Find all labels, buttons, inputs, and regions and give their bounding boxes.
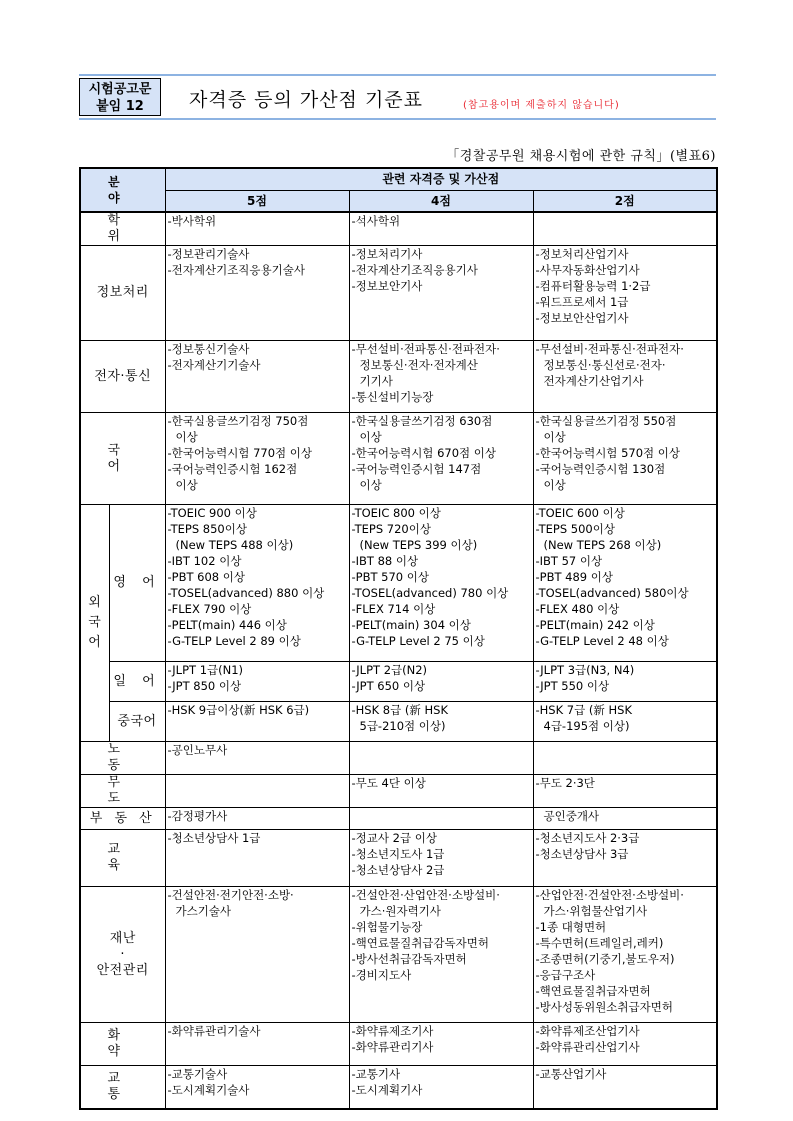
cell-line: (New TEPS 399 이상): [359, 538, 478, 552]
cell-p4: [349, 341, 533, 413]
cell-line: -특수면허(트레일러,레커): [535, 936, 664, 950]
cell-p5: [165, 830, 349, 887]
cell-line: 이상: [175, 430, 198, 444]
cell-line: -도시계획기술사: [167, 1083, 250, 1097]
cell-p5: [165, 1023, 349, 1066]
cell-p2: [533, 887, 717, 1023]
cell-line: -TOEIC 600 이상: [535, 506, 625, 520]
cell-line: -G-TELP Level 2 75 이상: [351, 634, 485, 648]
cell-line: -FLEX 790 이상: [167, 602, 252, 616]
cell-p5: [165, 341, 349, 413]
cell-line: -정보통신기술사: [167, 342, 250, 356]
cell-line: -청소년상담사 3급: [535, 847, 629, 861]
header-2pt: 2점: [533, 190, 717, 212]
cell-line: -TOSEL(advanced) 580이상: [535, 586, 689, 600]
table-row: [80, 742, 717, 775]
table-row: [80, 246, 717, 341]
cell-line: -1종 대형면허: [535, 920, 607, 934]
cell-p2: [533, 212, 717, 246]
header-group: 관련 자격증 및 가산점: [165, 168, 717, 190]
cell-line: -TOEIC 800 이상: [351, 506, 441, 520]
table-row: [80, 702, 717, 742]
cell-line: -PBT 489 이상: [535, 570, 613, 584]
table-row: [80, 662, 717, 702]
row-category: 중국어: [109, 702, 165, 742]
cell-line: -G-TELP Level 2 89 이상: [167, 634, 301, 648]
header-4pt: 4점: [349, 190, 533, 212]
cell-line: -화약류관리산업기사: [535, 1040, 640, 1054]
cell-line: 이상: [543, 478, 566, 492]
cell-p2: [533, 830, 717, 887]
cell-line: 정보통신·통신선로·전자·: [543, 358, 666, 372]
cell-p4: [349, 662, 533, 702]
cell-p2: [533, 505, 717, 662]
cell-p5: [165, 505, 349, 662]
cell-line: -정보보안기사: [351, 279, 423, 293]
cell-line: -핵연료물질취급자면허: [535, 984, 651, 998]
cell-p2: [533, 808, 717, 830]
foreign-language-category: 외국어: [80, 505, 109, 742]
cell-line: -국어능력인증시험 147점: [351, 462, 482, 476]
cell-line: -한국어능력시험 570점 이상: [535, 446, 680, 460]
cell-line: -JPT 550 이상: [535, 679, 610, 693]
row-category: 무 도: [80, 775, 165, 808]
cell-line: -PELT(main) 446 이상: [167, 618, 287, 632]
cell-line: -방사선취급감독자면허: [351, 952, 467, 966]
cell-p4: [349, 742, 533, 775]
cell-p5: [165, 246, 349, 341]
cell-line: 이상: [359, 478, 382, 492]
cell-line: -청소년지도사 2·3급: [535, 831, 640, 845]
table-row: [80, 505, 717, 662]
cell-p2: [533, 662, 717, 702]
cell-p4: [349, 702, 533, 742]
cell-line: -IBT 102 이상: [167, 554, 242, 568]
cell-line: -무선설비·전파통신·전파전자·: [535, 342, 684, 356]
cell-line: -G-TELP Level 2 48 이상: [535, 634, 669, 648]
document-note: (참고용이며 제출하지 않습니다): [463, 100, 620, 111]
header-5pt: 5점: [165, 190, 349, 212]
cell-line: -석사학위: [351, 214, 401, 228]
cell-line: -핵연료물질취급감독자면허: [351, 936, 489, 950]
cell-line: 공인중개사: [543, 809, 600, 823]
cell-line: -응급구조사: [535, 968, 596, 982]
table-row: [80, 1023, 717, 1066]
cell-line: -화약류제조기사: [351, 1024, 434, 1038]
cell-line: -정보처리산업기사: [535, 247, 629, 261]
cell-p4: [349, 775, 533, 808]
cell-line: (New TEPS 268 이상): [543, 538, 662, 552]
regulation-reference: 「경찰공무원 채용시험에 관한 규칙」(별표6): [446, 149, 716, 164]
cell-line: -산업안전·건설안전·소방설비·: [535, 888, 684, 902]
row-category: 부 동 산: [80, 808, 165, 830]
cell-line: -IBT 57 이상: [535, 554, 603, 568]
cell-p2: [533, 1023, 717, 1066]
cell-line: 전자계산기산업기사: [543, 374, 644, 388]
cell-p4: [349, 505, 533, 662]
table-row: [80, 775, 717, 808]
cell-p2: [533, 702, 717, 742]
row-category: 학 위: [80, 212, 165, 246]
cell-line: (New TEPS 488 이상): [175, 538, 294, 552]
document-title: 자격증 등의 가산점 기준표: [189, 89, 424, 111]
row-category: 일 어: [109, 662, 165, 702]
cell-line: -한국어능력시험 670점 이상: [351, 446, 496, 460]
cell-line: 가스·원자력기사: [359, 904, 441, 918]
cell-p5: [165, 808, 349, 830]
cell-line: -통신설비기능장: [351, 390, 434, 404]
cell-line: -한국어능력시험 770점 이상: [167, 446, 312, 460]
cell-p4: [349, 830, 533, 887]
cell-line: -사무자동화산업기사: [535, 263, 640, 277]
cell-line: -감정평가사: [167, 809, 228, 823]
cell-p5: [165, 887, 349, 1023]
cell-p4: [349, 246, 533, 341]
table-row: [80, 413, 717, 505]
cell-line: -박사학위: [167, 214, 217, 228]
row-category: 국 어: [80, 413, 165, 505]
cell-line: 가스·위험물산업기사: [543, 904, 648, 918]
cell-line: -교통산업기사: [535, 1067, 607, 1081]
cell-line: -TOSEL(advanced) 780 이상: [351, 586, 509, 600]
table-row: [80, 808, 717, 830]
cell-line: -청소년지도사 1급: [351, 847, 445, 861]
cell-line: 5급-210점 이상): [359, 719, 446, 733]
table-row: [80, 887, 717, 1023]
cell-line: -무도 4단 이상: [351, 776, 426, 790]
cell-line: -TEPS 850이상: [167, 522, 247, 536]
cell-line: -한국실용글쓰기검정 550점: [535, 414, 677, 428]
cell-line: 정보통신·전자·전자계산: [359, 358, 478, 372]
cell-line: -도시계획기사: [351, 1083, 423, 1097]
cell-line: -JPT 850 이상: [167, 679, 242, 693]
cell-line: -국어능력인증시험 130점: [535, 462, 666, 476]
cell-line: 4급-195점 이상): [543, 719, 630, 733]
cell-line: -HSK 8급 (新 HSK: [351, 703, 449, 717]
cell-line: -전자계산기기술사: [167, 358, 261, 372]
cell-line: -TOSEL(advanced) 880 이상: [167, 586, 325, 600]
cell-p2: [533, 775, 717, 808]
cell-p2: [533, 341, 717, 413]
cell-line: -워드프로세서 1급: [535, 295, 629, 309]
table-row: [80, 1066, 717, 1109]
cell-line: -한국실용글쓰기검정 630점: [351, 414, 493, 428]
cell-line: -교통기술사: [167, 1067, 228, 1081]
cell-line: -HSK 9급이상(新 HSK 6급): [167, 703, 310, 717]
cell-p2: [533, 1066, 717, 1109]
cell-line: -위험물기능장: [351, 920, 423, 934]
cell-line: -전자계산기조직응용기사: [351, 263, 478, 277]
cell-p5: [165, 413, 349, 505]
cell-p2: [533, 246, 717, 341]
badge-line2: 붙임 12: [96, 99, 144, 114]
cell-p4: [349, 808, 533, 830]
document-header: [79, 74, 716, 120]
cell-p5: [165, 702, 349, 742]
cell-p4: [349, 1066, 533, 1109]
cell-line: -화약류제조산업기사: [535, 1024, 640, 1038]
cell-line: -정보관리기술사: [167, 247, 250, 261]
cell-line: -화약류관리기사: [351, 1040, 434, 1054]
cell-line: -방사성동위원소취급자면허: [535, 1000, 673, 1014]
table-row: [80, 830, 717, 887]
cell-p4: [349, 413, 533, 505]
row-category: 정보처리: [80, 246, 165, 341]
row-category: 화 약: [80, 1023, 165, 1066]
cell-line: -컴퓨터활용능력 1·2급: [535, 279, 651, 293]
cell-line: -정보보안산업기사: [535, 311, 629, 325]
cell-line: -PELT(main) 304 이상: [351, 618, 471, 632]
cell-p4: [349, 212, 533, 246]
cell-line: 가스기술사: [175, 904, 232, 918]
cell-line: -청소년상담사 1급: [167, 831, 261, 845]
cell-line: -TEPS 500이상: [535, 522, 615, 536]
cell-p5: [165, 742, 349, 775]
cell-line: -PELT(main) 242 이상: [535, 618, 655, 632]
cell-line: -전자계산기조직응용기술사: [167, 263, 305, 277]
attachment-badge: [79, 78, 161, 116]
row-category: 교 육: [80, 830, 165, 887]
cell-line: -조종면허(기중기,불도우저): [535, 952, 675, 966]
cell-line: -경비지도사: [351, 968, 412, 982]
cell-line: -JLPT 1급(N1): [167, 663, 244, 677]
header-category: 분 야: [80, 168, 165, 212]
cell-line: 이상: [543, 430, 566, 444]
cell-p5: [165, 775, 349, 808]
cell-p5: [165, 1066, 349, 1109]
cell-line: -정교사 2급 이상: [351, 831, 437, 845]
cell-line: -JLPT 3급(N3, N4): [535, 663, 635, 677]
cell-line: -청소년상담사 2급: [351, 863, 445, 877]
cell-p4: [349, 887, 533, 1023]
row-category: 교 통: [80, 1066, 165, 1109]
cell-line: -FLEX 714 이상: [351, 602, 436, 616]
row-category: 전자·통신: [80, 341, 165, 413]
cell-line: -한국실용글쓰기검정 750점: [167, 414, 309, 428]
cell-line: -정보처리기사: [351, 247, 423, 261]
row-category: 노 동: [80, 742, 165, 775]
cell-line: -JPT 650 이상: [351, 679, 426, 693]
cell-p5: [165, 212, 349, 246]
cell-p2: [533, 413, 717, 505]
table-row: [80, 212, 717, 246]
cell-line: -건설안전·전기안전·소방·: [167, 888, 294, 902]
cell-line: -IBT 88 이상: [351, 554, 419, 568]
table-row: [80, 341, 717, 413]
cell-line: -건설안전·산업안전·소방설비·: [351, 888, 500, 902]
cell-line: 이상: [359, 430, 382, 444]
cell-line: -무선설비·전파통신·전파전자·: [351, 342, 500, 356]
cell-line: -PBT 608 이상: [167, 570, 245, 584]
row-category: 영 어: [109, 505, 165, 662]
cell-line: -FLEX 480 이상: [535, 602, 620, 616]
cell-line: -HSK 7급 (新 HSK: [535, 703, 633, 717]
cell-p4: [349, 1023, 533, 1066]
cell-line: -JLPT 2급(N2): [351, 663, 428, 677]
cell-line: -TEPS 720이상: [351, 522, 431, 536]
cell-p2: [533, 742, 717, 775]
row-category: 재난 · 안전관리: [80, 887, 165, 1023]
cell-line: -화약류관리기술사: [167, 1024, 261, 1038]
cell-line: -TOEIC 900 이상: [167, 506, 257, 520]
cell-line: -국어능력인증시험 162점: [167, 462, 298, 476]
badge-line1: 시험공고문: [88, 82, 152, 97]
cell-line: 기기사: [359, 374, 393, 388]
cell-line: -PBT 570 이상: [351, 570, 429, 584]
cell-p5: [165, 662, 349, 702]
cell-line: -무도 2·3단: [535, 776, 595, 790]
cell-line: -공인노무사: [167, 743, 228, 757]
cell-line: -교통기사: [351, 1067, 401, 1081]
bonus-points-table: [79, 167, 718, 1110]
cell-line: 이상: [175, 478, 198, 492]
